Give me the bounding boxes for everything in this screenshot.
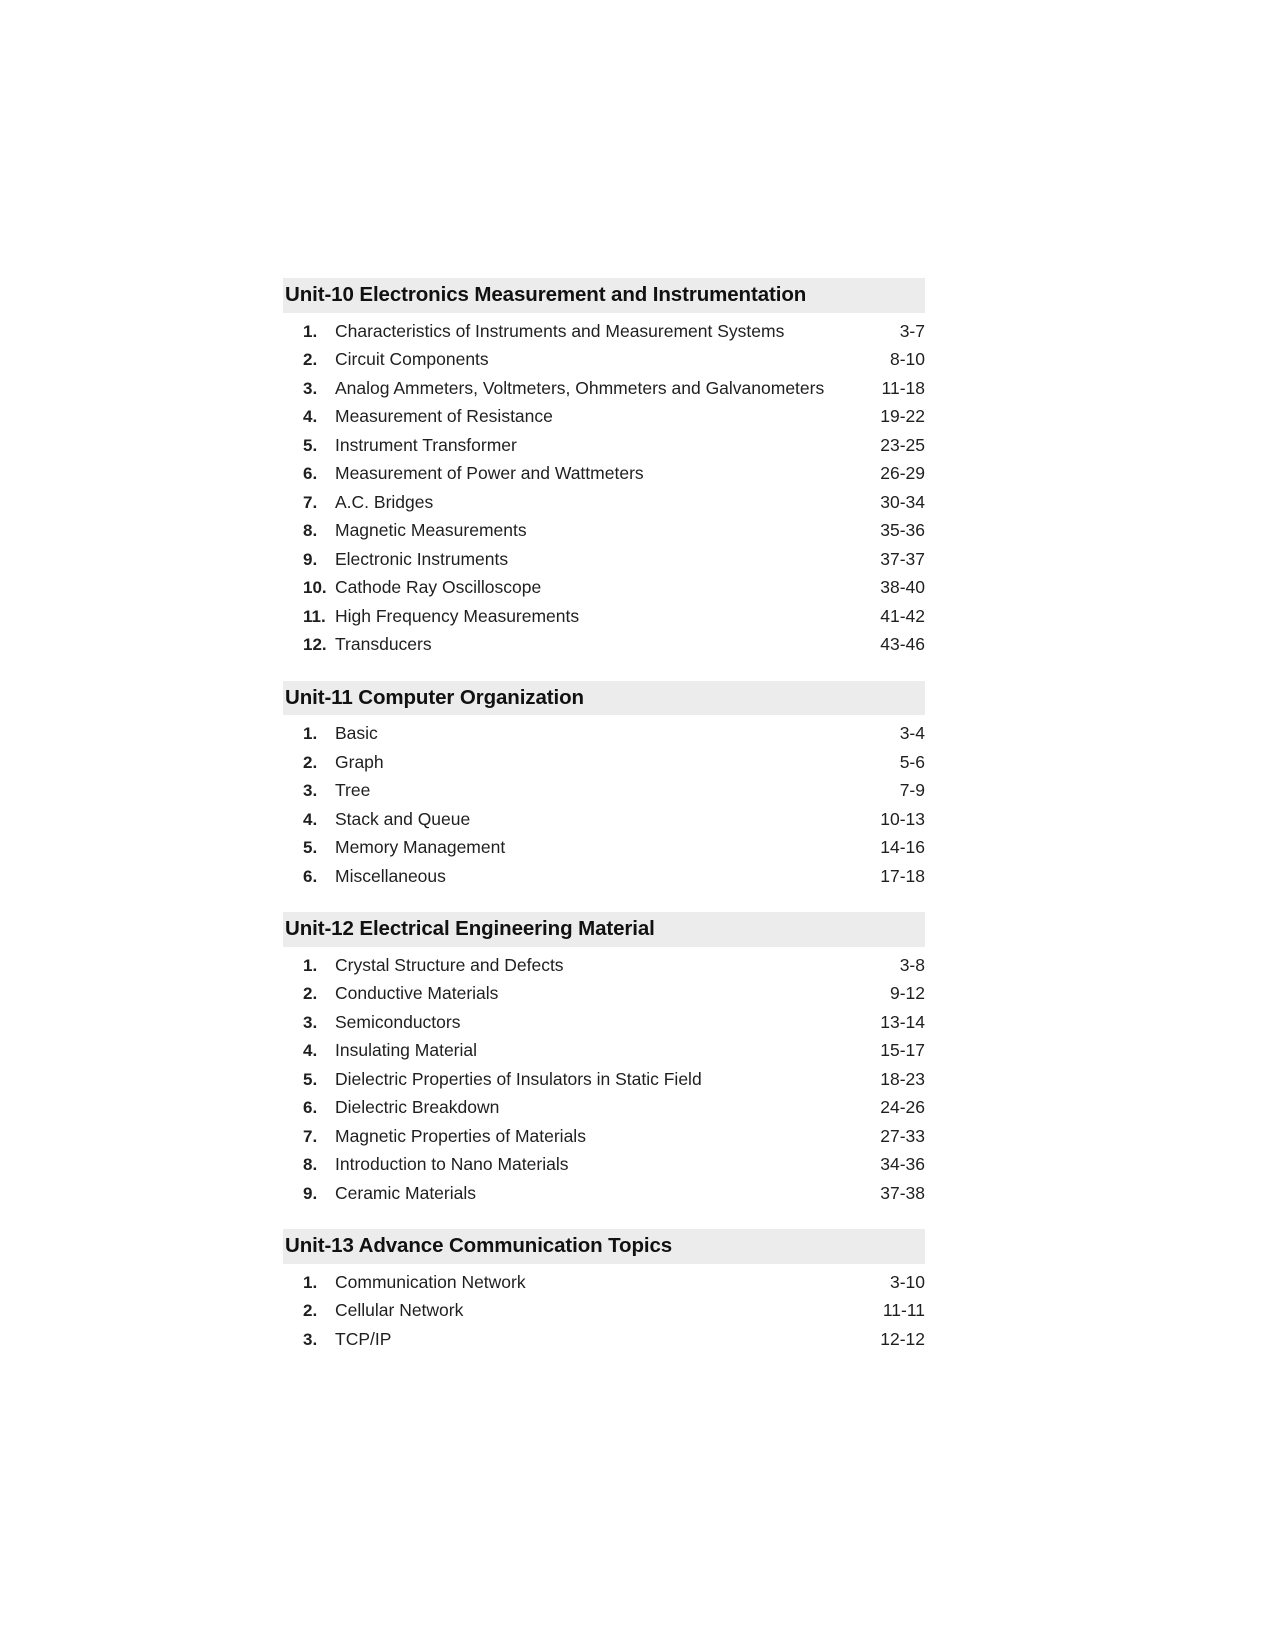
table-of-contents: [283, 278, 925, 1375]
toc-entry-pages: 7-9: [899, 780, 925, 801]
toc-entry[interactable]: [283, 979, 925, 1008]
toc-entry-title: Memory Management: [335, 837, 506, 858]
toc-entry[interactable]: [283, 805, 925, 834]
toc-entry-pages: 13-14: [880, 1011, 925, 1032]
toc-entry-title: Semiconductors: [335, 1011, 461, 1032]
toc-entry[interactable]: [283, 488, 925, 517]
toc-entry-title: High Frequency Measurements: [335, 605, 580, 626]
toc-entry-pages: 8-10: [889, 349, 925, 370]
toc-entry-pages: 18-23: [880, 1068, 925, 1089]
toc-entry-list: [283, 947, 925, 1208]
toc-entry-list: [283, 313, 925, 659]
toc-entry[interactable]: [283, 1268, 925, 1297]
toc-entry-title: TCP/IP: [335, 1328, 392, 1349]
toc-entry-pages: 3-10: [889, 1271, 925, 1292]
toc-entry[interactable]: [283, 317, 925, 346]
toc-entry-pages: 37-38: [880, 1182, 925, 1203]
toc-unit-section: [283, 1229, 925, 1353]
toc-entry-number: 2.: [303, 752, 318, 772]
toc-entry-title: A.C. Bridges: [335, 491, 434, 512]
toc-entry-title: Miscellaneous: [335, 865, 446, 886]
toc-entry-number: 4.: [303, 809, 318, 829]
toc-entry[interactable]: [283, 776, 925, 805]
toc-entry-pages: 43-46: [880, 634, 925, 655]
toc-entry-title: Insulating Material: [335, 1040, 478, 1061]
toc-entry[interactable]: [283, 374, 925, 403]
toc-entry-title: Measurement of Power and Wattmeters: [335, 463, 644, 484]
toc-entry-pages: 5-6: [899, 751, 925, 772]
toc-entry[interactable]: [283, 1065, 925, 1094]
toc-entry-pages: 3-8: [899, 954, 925, 975]
toc-entry-title: Cathode Ray Oscilloscope: [335, 577, 542, 598]
toc-entry[interactable]: [283, 1179, 925, 1208]
toc-entry-title: Introduction to Nano Materials: [335, 1154, 569, 1175]
toc-unit-section: [283, 681, 925, 891]
toc-entry[interactable]: [283, 1150, 925, 1179]
unit-heading: Unit-12 Electrical Engineering Material: [283, 912, 925, 947]
toc-entry-title: Stack and Queue: [335, 808, 471, 829]
toc-entry-pages: 3-7: [899, 320, 925, 341]
toc-entry-pages: 14-16: [880, 837, 925, 858]
toc-entry-title: Magnetic Properties of Materials: [335, 1125, 586, 1146]
toc-entry-title: Transducers: [335, 634, 432, 655]
toc-entry-pages: 30-34: [880, 491, 925, 512]
toc-entry-pages: 12-12: [880, 1328, 925, 1349]
toc-entry-number: 9.: [303, 1183, 318, 1203]
toc-entry-number: 2.: [303, 350, 318, 370]
toc-entry-number: 7.: [303, 492, 318, 512]
toc-entry-number: 11.: [303, 606, 326, 626]
toc-entry-title: Basic: [335, 723, 378, 744]
toc-entry-title: Analog Ammeters, Voltmeters, Ohmmeters and Galvanometers: [335, 377, 825, 398]
toc-entry-number: 8.: [303, 1155, 318, 1175]
toc-entry-title: Ceramic Materials: [335, 1182, 476, 1203]
toc-entry-number: 3.: [303, 378, 318, 398]
toc-unit-section: [283, 912, 925, 1207]
toc-entry-title: Circuit Components: [335, 349, 489, 370]
toc-entry-number: 3.: [303, 1329, 318, 1349]
toc-entry-pages: 10-13: [880, 808, 925, 829]
toc-entry[interactable]: [283, 1008, 925, 1037]
toc-entry-pages: 27-33: [880, 1125, 925, 1146]
toc-entry[interactable]: [283, 1325, 925, 1354]
toc-entry-number: 1.: [303, 1272, 318, 1292]
toc-entry-pages: 9-12: [889, 983, 925, 1004]
toc-entry[interactable]: [283, 1093, 925, 1122]
toc-entry-number: 5.: [303, 435, 318, 455]
toc-entry-title: Measurement of Resistance: [335, 406, 553, 427]
toc-entry-pages: 34-36: [880, 1154, 925, 1175]
toc-entry-number: 5.: [303, 838, 318, 858]
toc-entry[interactable]: [283, 719, 925, 748]
toc-entry-pages: 23-25: [880, 434, 925, 455]
toc-entry-pages: 26-29: [880, 463, 925, 484]
toc-entry[interactable]: [283, 573, 925, 602]
toc-entry-number: 1.: [303, 321, 318, 341]
toc-entry-number: 1.: [303, 724, 318, 744]
toc-entry-pages: 11-18: [881, 377, 925, 398]
toc-entry-number: 5.: [303, 1069, 318, 1089]
toc-entry-title: Instrument Transformer: [335, 434, 517, 455]
unit-heading: Unit-13 Advance Communication Topics: [283, 1229, 925, 1264]
toc-entry[interactable]: [283, 402, 925, 431]
toc-entry[interactable]: [283, 1296, 925, 1325]
toc-entry-pages: 24-26: [880, 1097, 925, 1118]
toc-entry-number: 2.: [303, 1301, 318, 1321]
toc-entry-pages: 3-4: [899, 723, 925, 744]
toc-entry-pages: 19-22: [880, 406, 925, 427]
toc-entry-number: 10.: [303, 578, 327, 598]
toc-entry[interactable]: [283, 748, 925, 777]
toc-entry-list: [283, 1264, 925, 1354]
toc-entry-title: Crystal Structure and Defects: [335, 954, 564, 975]
toc-entry[interactable]: [283, 516, 925, 545]
toc-entry[interactable]: [283, 459, 925, 488]
toc-entry[interactable]: [283, 630, 925, 659]
toc-entry-number: 6.: [303, 1098, 318, 1118]
toc-entry-pages: 41-42: [880, 605, 925, 626]
toc-entry[interactable]: [283, 345, 925, 374]
toc-entry-title: Dielectric Properties of Insulators in Static Field: [335, 1068, 702, 1089]
toc-entry-number: 3.: [303, 1012, 318, 1032]
toc-entry-pages: 37-37: [880, 548, 925, 569]
toc-entry-list: [283, 715, 925, 890]
toc-entry-pages: 17-18: [880, 865, 925, 886]
toc-entry-number: 1.: [303, 955, 318, 975]
toc-entry-title: Communication Network: [335, 1271, 526, 1292]
toc-entry[interactable]: [283, 1122, 925, 1151]
toc-entry[interactable]: [283, 951, 925, 980]
toc-entry[interactable]: [283, 833, 925, 862]
toc-entry-title: Graph: [335, 751, 384, 772]
toc-entry-number: 9.: [303, 549, 318, 569]
toc-entry-number: 4.: [303, 407, 318, 427]
toc-entry-title: Conductive Materials: [335, 983, 499, 1004]
toc-entry-number: 12.: [303, 635, 327, 655]
toc-entry-number: 2.: [303, 984, 318, 1004]
toc-entry-title: Magnetic Measurements: [335, 520, 527, 541]
toc-entry-number: 3.: [303, 781, 318, 801]
toc-entry-title: Dielectric Breakdown: [335, 1097, 500, 1118]
toc-entry-number: 8.: [303, 521, 318, 541]
toc-entry-title: Electronic Instruments: [335, 548, 509, 569]
toc-entry-title: Cellular Network: [335, 1300, 464, 1321]
toc-unit-section: [283, 278, 925, 659]
toc-entry-title: Tree: [335, 780, 371, 801]
toc-entry-number: 6.: [303, 464, 318, 484]
toc-entry-pages: 15-17: [880, 1040, 925, 1061]
toc-entry-pages: 35-36: [880, 520, 925, 541]
toc-entry-pages: 38-40: [880, 577, 925, 598]
toc-entry-number: 4.: [303, 1041, 318, 1061]
toc-entry-title: Characteristics of Instruments and Measurement Systems: [335, 320, 785, 341]
toc-entry[interactable]: [283, 431, 925, 460]
unit-heading: Unit-11 Computer Organization: [283, 681, 925, 716]
toc-entry[interactable]: [283, 545, 925, 574]
toc-entry[interactable]: [283, 862, 925, 891]
toc-entry-number: 6.: [303, 866, 318, 886]
toc-entry-pages: 11-11: [882, 1300, 925, 1321]
toc-entry[interactable]: [283, 1036, 925, 1065]
unit-heading: Unit-10 Electronics Measurement and Instrumentation: [283, 278, 925, 313]
toc-entry[interactable]: [283, 602, 925, 631]
toc-entry-number: 7.: [303, 1126, 318, 1146]
